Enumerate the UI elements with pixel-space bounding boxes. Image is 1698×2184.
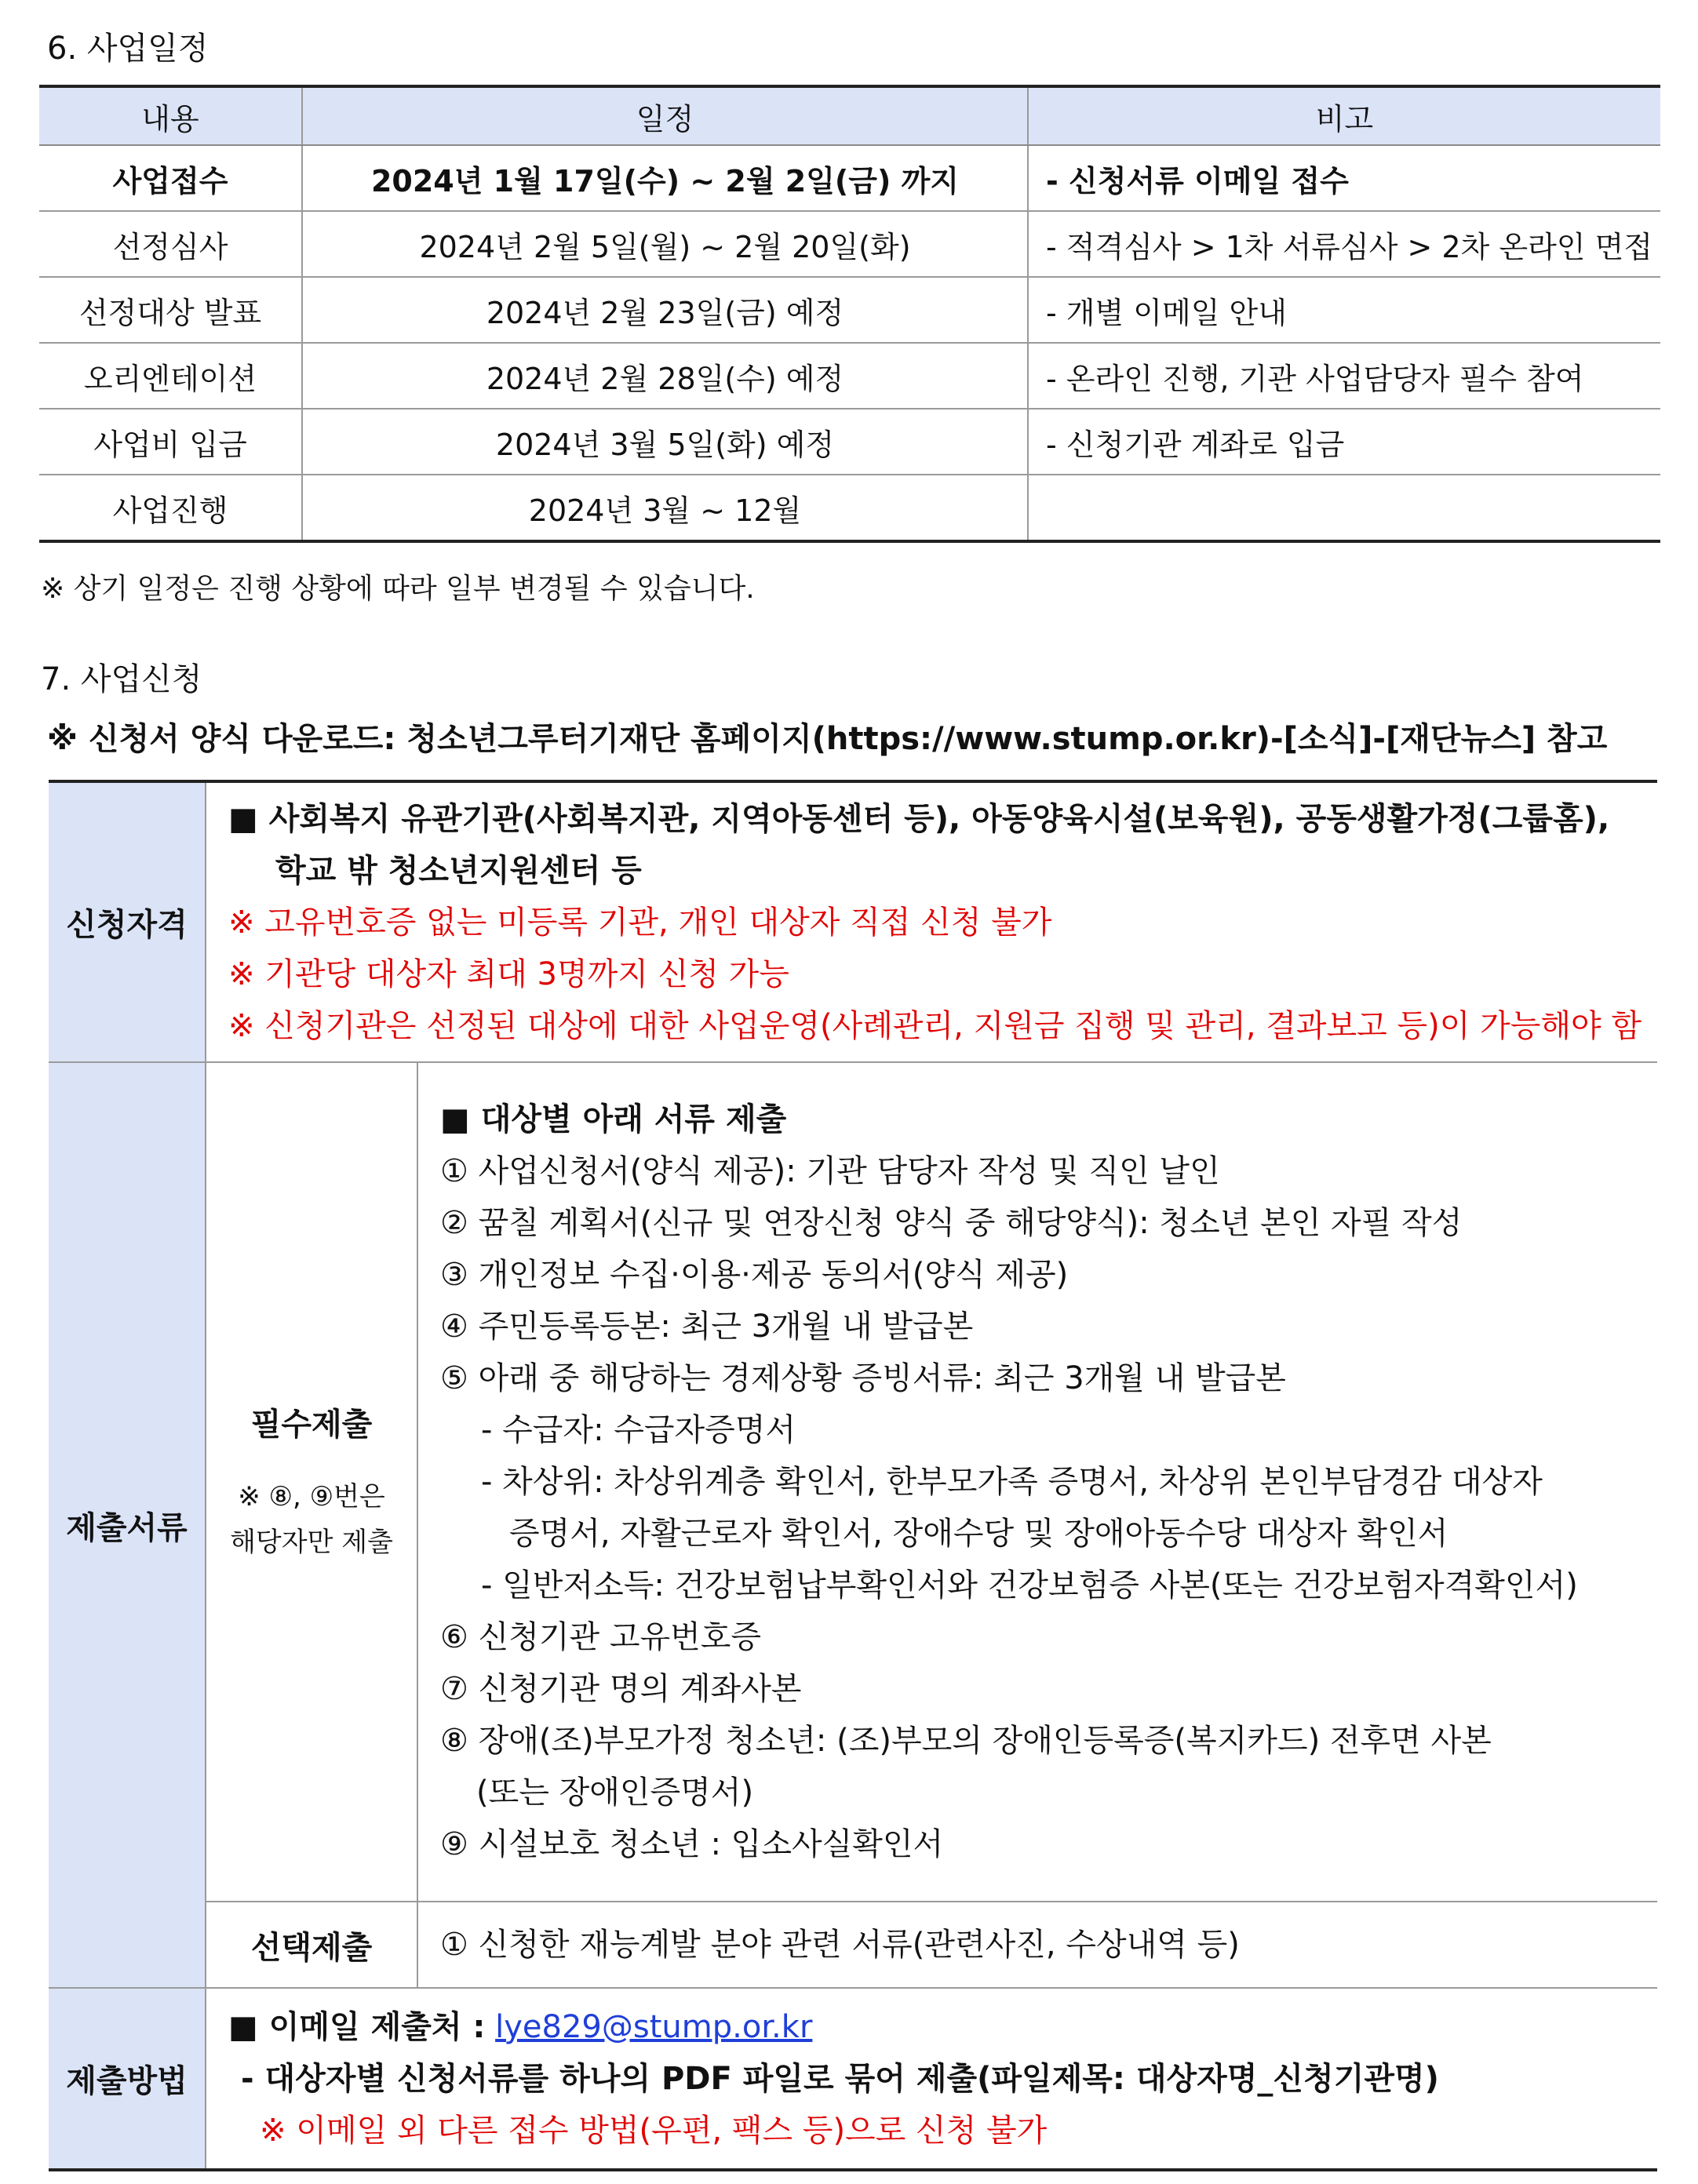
eligibility-label: 신청자격 [49, 781, 206, 1062]
submission-label: 제출방법 [49, 1988, 206, 2170]
submission-line: - 대상자별 신청서류를 하나의 PDF 파일로 묶어 제출(파일제목: 대상자명_신청기관명) [241, 2060, 1439, 2097]
sub-list-item: 증명서, 자활근로자 확인서, 장애수당 및 장애아동수당 대상자 확인서 [509, 1516, 1448, 1552]
eligibility-note: ※ 고유번호증 없는 미등록 기관, 개인 대상자 직접 신청 불가 [228, 904, 1052, 941]
schedule-date: 2024년 1월 17일(수) ~ 2월 2일(금) 까지 [302, 145, 1028, 211]
schedule-item: 오리엔테이션 [39, 343, 302, 409]
table-row [39, 409, 1660, 475]
schedule-note: - 적격심사 > 1차 서류심사 > 2차 온라인 면접 [1028, 211, 1660, 277]
required-note-line: ※ ⑧, ⑨번은 [238, 1480, 385, 1512]
required-header: ■ 대상별 아래 서류 제출 [440, 1101, 787, 1138]
documents-label: 제출서류 [49, 1062, 206, 1988]
list-item: ① 신청한 재능계발 분야 관련 서류(관련사진, 수상내역 등) [440, 1927, 1240, 1963]
required-docs-row [49, 1062, 1657, 1902]
schedule-item: 사업비 입금 [39, 409, 302, 475]
section7-title: 7. 사업신청 [41, 661, 202, 697]
list-item: ⑥ 신청기관 고유번호증 [440, 1619, 762, 1655]
email-prefix: ■ 이메일 제출처 : [228, 2008, 486, 2045]
schedule-note [1028, 475, 1660, 541]
schedule-date: 2024년 3월 ~ 12월 [302, 475, 1028, 541]
optional-label: 선택제출 [250, 1929, 373, 1966]
list-item: ② 꿈칠 계획서(신규 및 연장신청 양식 중 해당양식): 청소년 본인 자필 작성 [440, 1205, 1463, 1241]
schedule-item: 사업접수 [39, 145, 302, 211]
schedule-date: 2024년 2월 23일(금) 예정 [302, 277, 1028, 343]
schedule-item: 사업진행 [112, 493, 228, 528]
submission-row [49, 1988, 1657, 2170]
sub-list-item: - 차상위: 차상위계층 확인서, 한부모가족 증명서, 차상위 본인부담경감 대상자 [481, 1464, 1543, 1500]
email-link[interactable]: lye829@stump.or.kr [495, 2008, 813, 2045]
schedule-item: 선정심사 [39, 211, 302, 277]
schedule-header-remarks: 비고 [1028, 86, 1660, 145]
schedule-date: 2024년 2월 28일(수) 예정 [302, 343, 1028, 409]
schedule-table [39, 85, 1660, 543]
sub-list-item: - 수급자: 수급자증명서 [481, 1412, 796, 1448]
table-row [39, 475, 1660, 541]
list-item: (또는 장애인증명서) [476, 1774, 754, 1811]
eligibility-note: ※ 기관당 대상자 최대 3명까지 신청 가능 [228, 956, 789, 992]
required-label-cell [206, 1062, 417, 1902]
schedule-header-row [39, 86, 1660, 145]
sub-list-item: - 일반저소득: 건강보험납부확인서와 건강보험증 사본(또는 건강보험자격확인서) [481, 1567, 1578, 1603]
eligibility-note: ※ 신청기관은 선정된 대상에 대한 사업운영(사례관리, 지원금 집행 및 관리, 결과보고 등)이 가능해야 함 [228, 1007, 1642, 1044]
schedule-note: - 온라인 진행, 기관 사업담당자 필수 참여 [1028, 343, 1660, 409]
submission-warning: ※ 이메일 외 다른 접수 방법(우편, 팩스 등)으로 신청 불가 [260, 2112, 1048, 2149]
schedule-item: 선정대상 발표 [39, 277, 302, 343]
required-note-line: 해당자만 제출 [230, 1526, 393, 1558]
list-item: ⑤ 아래 중 해당하는 경제상황 증빙서류: 최근 3개월 내 발급본 [440, 1360, 1286, 1396]
eligibility-line: 학교 밖 청소년지원센터 등 [275, 852, 642, 889]
download-note: ※ 신청서 양식 다운로드: 청소년그루터기재단 홈페이지(https://www.stump.or.kr)-[소식]-[재단뉴스] 참고 [47, 721, 1608, 757]
list-item: ⑦ 신청기관 명의 계좌사본 [440, 1671, 802, 1707]
schedule-date: 2024년 2월 5일(월) ~ 2월 20일(화) [302, 211, 1028, 277]
eligibility-content [206, 781, 1657, 1062]
schedule-note: - 개별 이메일 안내 [1028, 277, 1660, 343]
schedule-header-content: 내용 [39, 86, 302, 145]
list-item: ⑨ 시설보호 청소년 : 입소사실확인서 [440, 1826, 944, 1862]
required-label: 필수제출 [250, 1406, 373, 1443]
optional-docs-row [49, 1902, 1657, 1988]
schedule-footnote: ※ 상기 일정은 진행 상황에 따라 일부 변경될 수 있습니다. [41, 573, 755, 605]
email-line [228, 2001, 1657, 2053]
table-row [39, 145, 1660, 211]
table-row [39, 343, 1660, 409]
list-item: ④ 주민등록등본: 최근 3개월 내 발급본 [440, 1309, 974, 1345]
application-table [49, 780, 1657, 2171]
required-list [417, 1062, 1657, 1902]
table-row [39, 277, 1660, 343]
list-item: ⑧ 장애(조)부모가정 청소년: (조)부모의 장애인등록증(복지카드) 전후면 사본 [440, 1723, 1492, 1759]
section6-title: 6. 사업일정 [47, 31, 209, 67]
submission-content [206, 1988, 1657, 2170]
optional-content [417, 1902, 1657, 1988]
list-item: ① 사업신청서(양식 제공): 기관 담당자 작성 및 직인 날인 [440, 1153, 1220, 1189]
optional-label-cell [206, 1902, 417, 1988]
eligibility-line: ■ 사회복지 유관기관(사회복지관, 지역아동센터 등), 아동양육시설(보육원), 공동생활가정(그룹홈), [228, 800, 1610, 837]
schedule-note: - 신청기관 계좌로 입금 [1028, 409, 1660, 475]
table-row [39, 211, 1660, 277]
schedule-header-date: 일정 [302, 86, 1028, 145]
list-item: ③ 개인정보 수집·이용·제공 동의서(양식 제공) [440, 1257, 1069, 1293]
schedule-date: 2024년 3월 5일(화) 예정 [302, 409, 1028, 475]
required-note [206, 1474, 417, 1565]
eligibility-row [49, 781, 1657, 1062]
schedule-note: - 신청서류 이메일 접수 [1028, 145, 1660, 211]
